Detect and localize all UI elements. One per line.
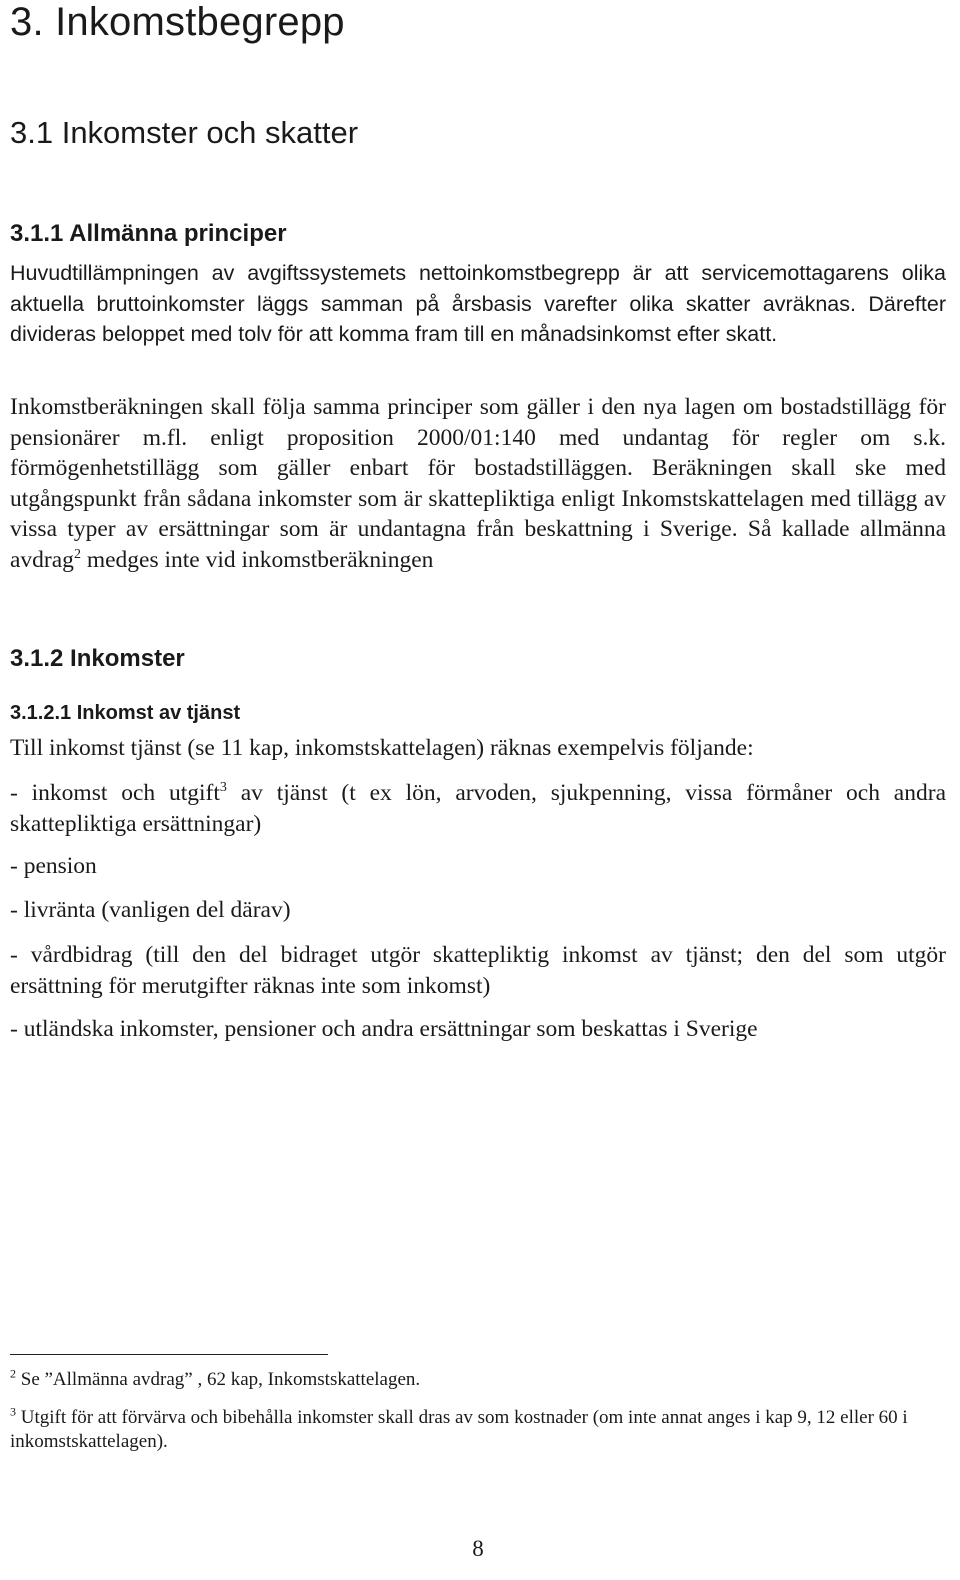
paragraph-text: Inkomstberäkningen skall följa samma principer som gäller i den nya lagen om bostadstillägg för pensionärer m.fl. enligt proposition 2000/01:140 med undantag för regler om s.k. förmögenhetstillägg som gäller enbart för bostadstilläggen. Beräkningen skall ske med utgångspunkt från sådana inkomster som är skattepliktiga enligt Inkomstskattelagen med tillägg av vissa typer av ersättningar som är undantagna från beskattning i Sverige. Så kallade allmänna avdrag <box>10 394 946 573</box>
paragraph-text-end: medges inte vid inkomstberäkningen <box>80 546 434 573</box>
section-heading: 3.1 Inkomster och skatter <box>10 115 359 150</box>
list-item-pension: - pension <box>10 853 97 879</box>
subsection-heading-inkomster: 3.1.2 Inkomster <box>10 645 185 672</box>
list-item-text: - inkomst och utgift <box>10 780 220 806</box>
footnote-3 <box>10 1406 946 1454</box>
paragraph-principles: Huvudtillämpningen av avgiftssystemets nettoinkomstbegrepp är att servicemottagarens olika aktuella bruttoinkomster läggs samman på årsbasis varefter olika skatter avräknas. Därefter divideras beloppet med tolv för att komma fram till en månadsinkomst efter skatt. <box>10 261 946 346</box>
footnote-text: Se ”Allmänna avdrag” , 62 kap, Inkomstskattelagen. <box>20 1369 421 1390</box>
subsection-heading-allmanna-principer: 3.1.1 Allmänna principer <box>10 220 287 247</box>
footnote-2 <box>10 1368 946 1392</box>
page-number: 8 <box>472 1536 484 1561</box>
subsubsection-heading-inkomst-av-tjanst: 3.1.2.1 Inkomst av tjänst <box>10 702 241 724</box>
footnote-number: 3 <box>10 1404 16 1419</box>
list-item-text-end: av tjänst (t ex lön, arvoden, sjukpenning, vissa förmåner och andra skattepliktiga ersättningar) <box>10 780 946 837</box>
list-item-annuity: - livränta (vanligen del därav) <box>10 897 291 923</box>
list-item-foreign-income: - utländska inkomster, pensioner och andra ersättningar som beskattas i Sverige <box>10 1016 758 1042</box>
chapter-heading: 3. Inkomstbegrepp <box>10 0 345 44</box>
footnote-text: Utgift för att förvärva och bibehålla inkomster skall dras av som kostnader (om inte annat anges i kap 9, 12 eller 60 i inkomstskattelagen). <box>10 1407 908 1452</box>
list-intro: Till inkomst tjänst (se 11 kap, inkomstskattelagen) räknas exempelvis följande: <box>10 735 754 761</box>
list-item-care-allowance: - vårdbidrag (till den del bidraget utgör skattepliktig inkomst av tjänst; den del som utgör ersättning för merutgifter räknas inte som inkomst) <box>10 942 946 999</box>
list-item-income-expense <box>10 778 946 839</box>
footnote-ref-2: 2 <box>73 546 81 562</box>
paragraph-income-calculation <box>10 392 946 575</box>
footnote-divider <box>10 1354 328 1355</box>
footnote-ref-3: 3 <box>219 780 227 796</box>
footnote-number: 2 <box>10 1366 16 1381</box>
